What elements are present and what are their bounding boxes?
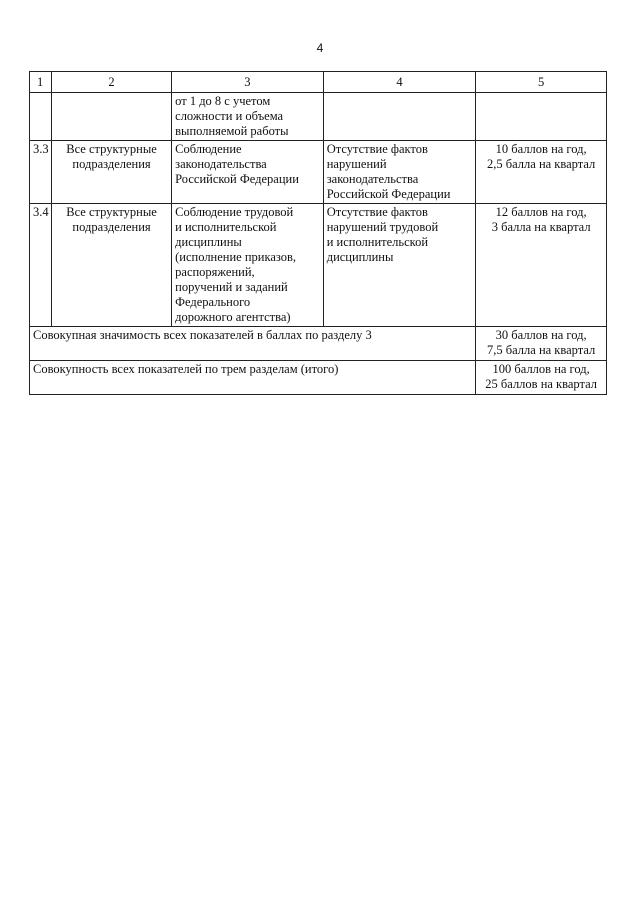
unit-text-line: подразделения xyxy=(72,220,151,234)
criterion-text-line: Российской Федерации xyxy=(326,187,451,201)
header-col-5: 5 xyxy=(476,72,607,93)
grand-total-label: Совокупность всех показателей по трем разделам (итого) xyxy=(30,361,476,395)
header-col-4: 4 xyxy=(323,72,476,93)
continuation-cell-4 xyxy=(323,93,476,141)
header-col-1: 1 xyxy=(30,72,52,93)
indicator-text-line: Федерального xyxy=(175,295,251,309)
score-text-line: 3 балла на квартал xyxy=(491,220,591,234)
table-row-3-3 xyxy=(30,141,607,204)
continuation-cell-2 xyxy=(51,93,171,141)
indicator-text-line: и исполнительской xyxy=(175,220,277,234)
score-cell xyxy=(476,141,607,204)
criterion-text-line: нарушений xyxy=(326,157,387,171)
total-label: Совокупная значимость всех показателей в баллах по разделу 3 xyxy=(30,327,476,361)
continuation-cell-3 xyxy=(172,93,324,141)
indicator-cell xyxy=(172,204,324,327)
unit-cell xyxy=(51,141,171,204)
indicator-text-line: Соблюдение xyxy=(175,142,242,156)
indicator-text-line: дорожного агентства) xyxy=(175,310,291,324)
table-header-row xyxy=(30,72,607,93)
criterion-text-line: нарушений трудовой xyxy=(326,220,439,234)
indicators-table xyxy=(29,71,607,395)
grand-total-value xyxy=(476,361,607,395)
total-value xyxy=(476,327,607,361)
score-cell xyxy=(476,204,607,327)
row-number: 3.4 xyxy=(30,204,52,327)
total-value-line: 7,5 балла на квартал xyxy=(487,343,596,357)
page-number: 4 xyxy=(316,41,324,55)
total-value-line: 25 баллов на квартал xyxy=(485,377,598,391)
total-row-all-sections xyxy=(30,361,607,395)
continuation-text-line: сложности и объема xyxy=(175,109,284,123)
indicator-cell xyxy=(172,141,324,204)
continuation-row xyxy=(30,93,607,141)
total-row-section-3 xyxy=(30,327,607,361)
row-number: 3.3 xyxy=(30,141,52,204)
table-row-3-4 xyxy=(30,204,607,327)
unit-text-line: Все структурные xyxy=(66,205,157,219)
indicator-text-line: поручений и заданий xyxy=(175,280,288,294)
indicator-text-line: (исполнение приказов, xyxy=(175,250,297,264)
score-text-line: 10 баллов на год, xyxy=(495,142,587,156)
continuation-text-line: выполняемой работы xyxy=(175,124,289,138)
unit-text-line: Все структурные xyxy=(66,142,157,156)
indicator-text-line: дисциплины xyxy=(175,235,242,249)
unit-cell xyxy=(51,204,171,327)
score-text-line: 2,5 балла на квартал xyxy=(487,157,596,171)
criterion-text-line: Отсутствие фактов xyxy=(326,205,428,219)
total-value-line: 100 баллов на год, xyxy=(492,362,590,376)
continuation-text-line: от 1 до 8 с учетом xyxy=(175,94,271,108)
indicator-text-line: Российской Федерации xyxy=(175,172,299,186)
criterion-text-line: законодательства xyxy=(326,172,419,186)
criterion-text-line: дисциплины xyxy=(326,250,394,264)
indicator-text-line: законодательства xyxy=(175,157,267,171)
continuation-cell-1 xyxy=(30,93,52,141)
indicator-text-line: распоряжений, xyxy=(175,265,255,279)
indicator-text-line: Соблюдение трудовой xyxy=(175,205,294,219)
criterion-text-line: и исполнительской xyxy=(326,235,429,249)
criterion-cell xyxy=(323,204,476,327)
unit-text-line: подразделения xyxy=(72,157,151,171)
header-col-3: 3 xyxy=(172,72,324,93)
score-text-line: 12 баллов на год, xyxy=(495,205,587,219)
criterion-text-line: Отсутствие фактов xyxy=(326,142,428,156)
continuation-cell-5 xyxy=(476,93,607,141)
total-value-line: 30 баллов на год, xyxy=(495,328,587,342)
header-col-2: 2 xyxy=(51,72,171,93)
criterion-cell xyxy=(323,141,476,204)
